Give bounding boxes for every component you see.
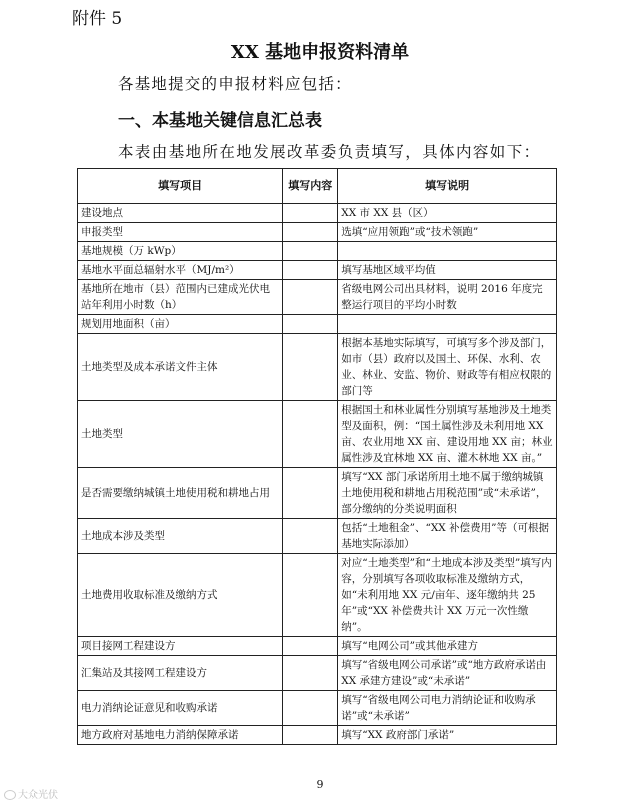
page-number: 9 <box>316 778 324 791</box>
row-note: 填写“XX 部门承诺所用土地不属于缴纳城镇土地使用税和耕地占用税范围”或“未承诺”，部分缴纳的分类说明面积 <box>338 468 557 519</box>
table-row <box>78 656 557 691</box>
row-content <box>283 280 338 315</box>
row-item: 地方政府对基地电力消纳保障承诺 <box>78 726 283 745</box>
row-note: 填写“省级电网公司承诺”或“地方政府承诺由 XX 承建方建设”或“未承诺” <box>338 656 557 691</box>
row-content <box>283 242 338 261</box>
row-content <box>283 401 338 468</box>
row-item: 土地费用收取标准及缴纳方式 <box>78 554 283 637</box>
table-row <box>78 401 557 468</box>
row-note <box>338 315 557 334</box>
row-content <box>283 656 338 691</box>
row-content <box>283 468 338 519</box>
row-item: 项目接网工程建设方 <box>78 637 283 656</box>
watermark <box>4 786 58 801</box>
row-item: 电力消纳论证意见和收购承诺 <box>78 691 283 726</box>
row-content <box>283 315 338 334</box>
document-title: XX 基地申报资料清单 <box>230 42 410 63</box>
row-content <box>283 726 338 745</box>
table-row <box>78 334 557 401</box>
row-item: 建设地点 <box>78 204 283 223</box>
row-content <box>283 261 338 280</box>
row-note: 填写“电网公司”或其他承建方 <box>338 637 557 656</box>
row-content <box>283 554 338 637</box>
row-note: 对应“土地类型”和“土地成本涉及类型”填写内容，分别填写各项收取标准及缴纳方式，如“未利用地 XX 元/亩年、逐年缴纳共 25 年”或“XX 补偿费共计 XX 万元一次性缴纳”。 <box>338 554 557 637</box>
row-content <box>283 691 338 726</box>
table-row <box>78 280 557 315</box>
row-note: 根据国土和林业属性分别填写基地涉及土地类型及面积，例：“国土属性涉及未利用地 XX 亩、农业用地 XX 亩、建设用地 XX 亩；林业属性涉及宜林地 XX 亩、灌木林地 XX 亩。” <box>338 401 557 468</box>
row-note: 省级电网公司出具材料，说明 2016 年度完整运行项目的平均小时数 <box>338 280 557 315</box>
row-item: 土地成本涉及类型 <box>78 519 283 554</box>
table-row <box>78 519 557 554</box>
table-row <box>78 468 557 519</box>
row-content <box>283 334 338 401</box>
row-item: 土地类型 <box>78 401 283 468</box>
row-item: 汇集站及其接网工程建设方 <box>78 656 283 691</box>
table-row <box>78 261 557 280</box>
row-note <box>338 242 557 261</box>
row-content <box>283 204 338 223</box>
description-text: 本表由基地所在地发展改革委负责填写，具体内容如下： <box>118 143 541 161</box>
row-note: 根据本基地实际填写，可填写多个涉及部门，如市（县）政府以及国土、环保、水利、农业、林业、安监、物价、财政等有相应权限的部门等 <box>338 334 557 401</box>
header-item: 填写项目 <box>78 169 283 204</box>
section-heading: 一、本基地关键信息汇总表 <box>118 111 322 131</box>
table-row <box>78 691 557 726</box>
watermark-logo-icon <box>4 790 16 800</box>
table-row <box>78 204 557 223</box>
row-item: 基地水平面总辐射水平（MJ/m²） <box>78 261 283 280</box>
row-item: 申报类型 <box>78 223 283 242</box>
table-row <box>78 726 557 745</box>
table-row <box>78 637 557 656</box>
row-item: 基地所在地市（县）范围内已建成光伏电站年利用小时数（h） <box>78 280 283 315</box>
row-note: 填写基地区域平均值 <box>338 261 557 280</box>
table-header-row <box>78 169 557 204</box>
header-note: 填写说明 <box>338 169 557 204</box>
header-content: 填写内容 <box>283 169 338 204</box>
row-content <box>283 637 338 656</box>
row-note: 选填“应用领跑”或“技术领跑” <box>338 223 557 242</box>
table-row <box>78 242 557 261</box>
intro-text: 各基地提交的申报材料应包括： <box>118 75 352 93</box>
attachment-label: 附件 5 <box>72 9 123 29</box>
table-row <box>78 554 557 637</box>
row-item: 基地规模（万 kWp） <box>78 242 283 261</box>
table-row <box>78 315 557 334</box>
row-note: XX 市 XX 县（区） <box>338 204 557 223</box>
info-table <box>77 168 557 745</box>
row-item: 土地类型及成本承诺文件主体 <box>78 334 283 401</box>
row-content <box>283 223 338 242</box>
row-note: 填写“省级电网公司电力消纳论证和收购承诺”或“未承诺” <box>338 691 557 726</box>
row-content <box>283 519 338 554</box>
row-note: 填写“XX 政府部门承诺” <box>338 726 557 745</box>
table-row <box>78 223 557 242</box>
watermark-text: 大众光伏 <box>18 790 58 801</box>
row-item: 规划用地面积（亩） <box>78 315 283 334</box>
row-item: 是否需要缴纳城镇土地使用税和耕地占用 <box>78 468 283 519</box>
row-note: 包括“土地租金”、“XX 补偿费用”等（可根据基地实际添加） <box>338 519 557 554</box>
